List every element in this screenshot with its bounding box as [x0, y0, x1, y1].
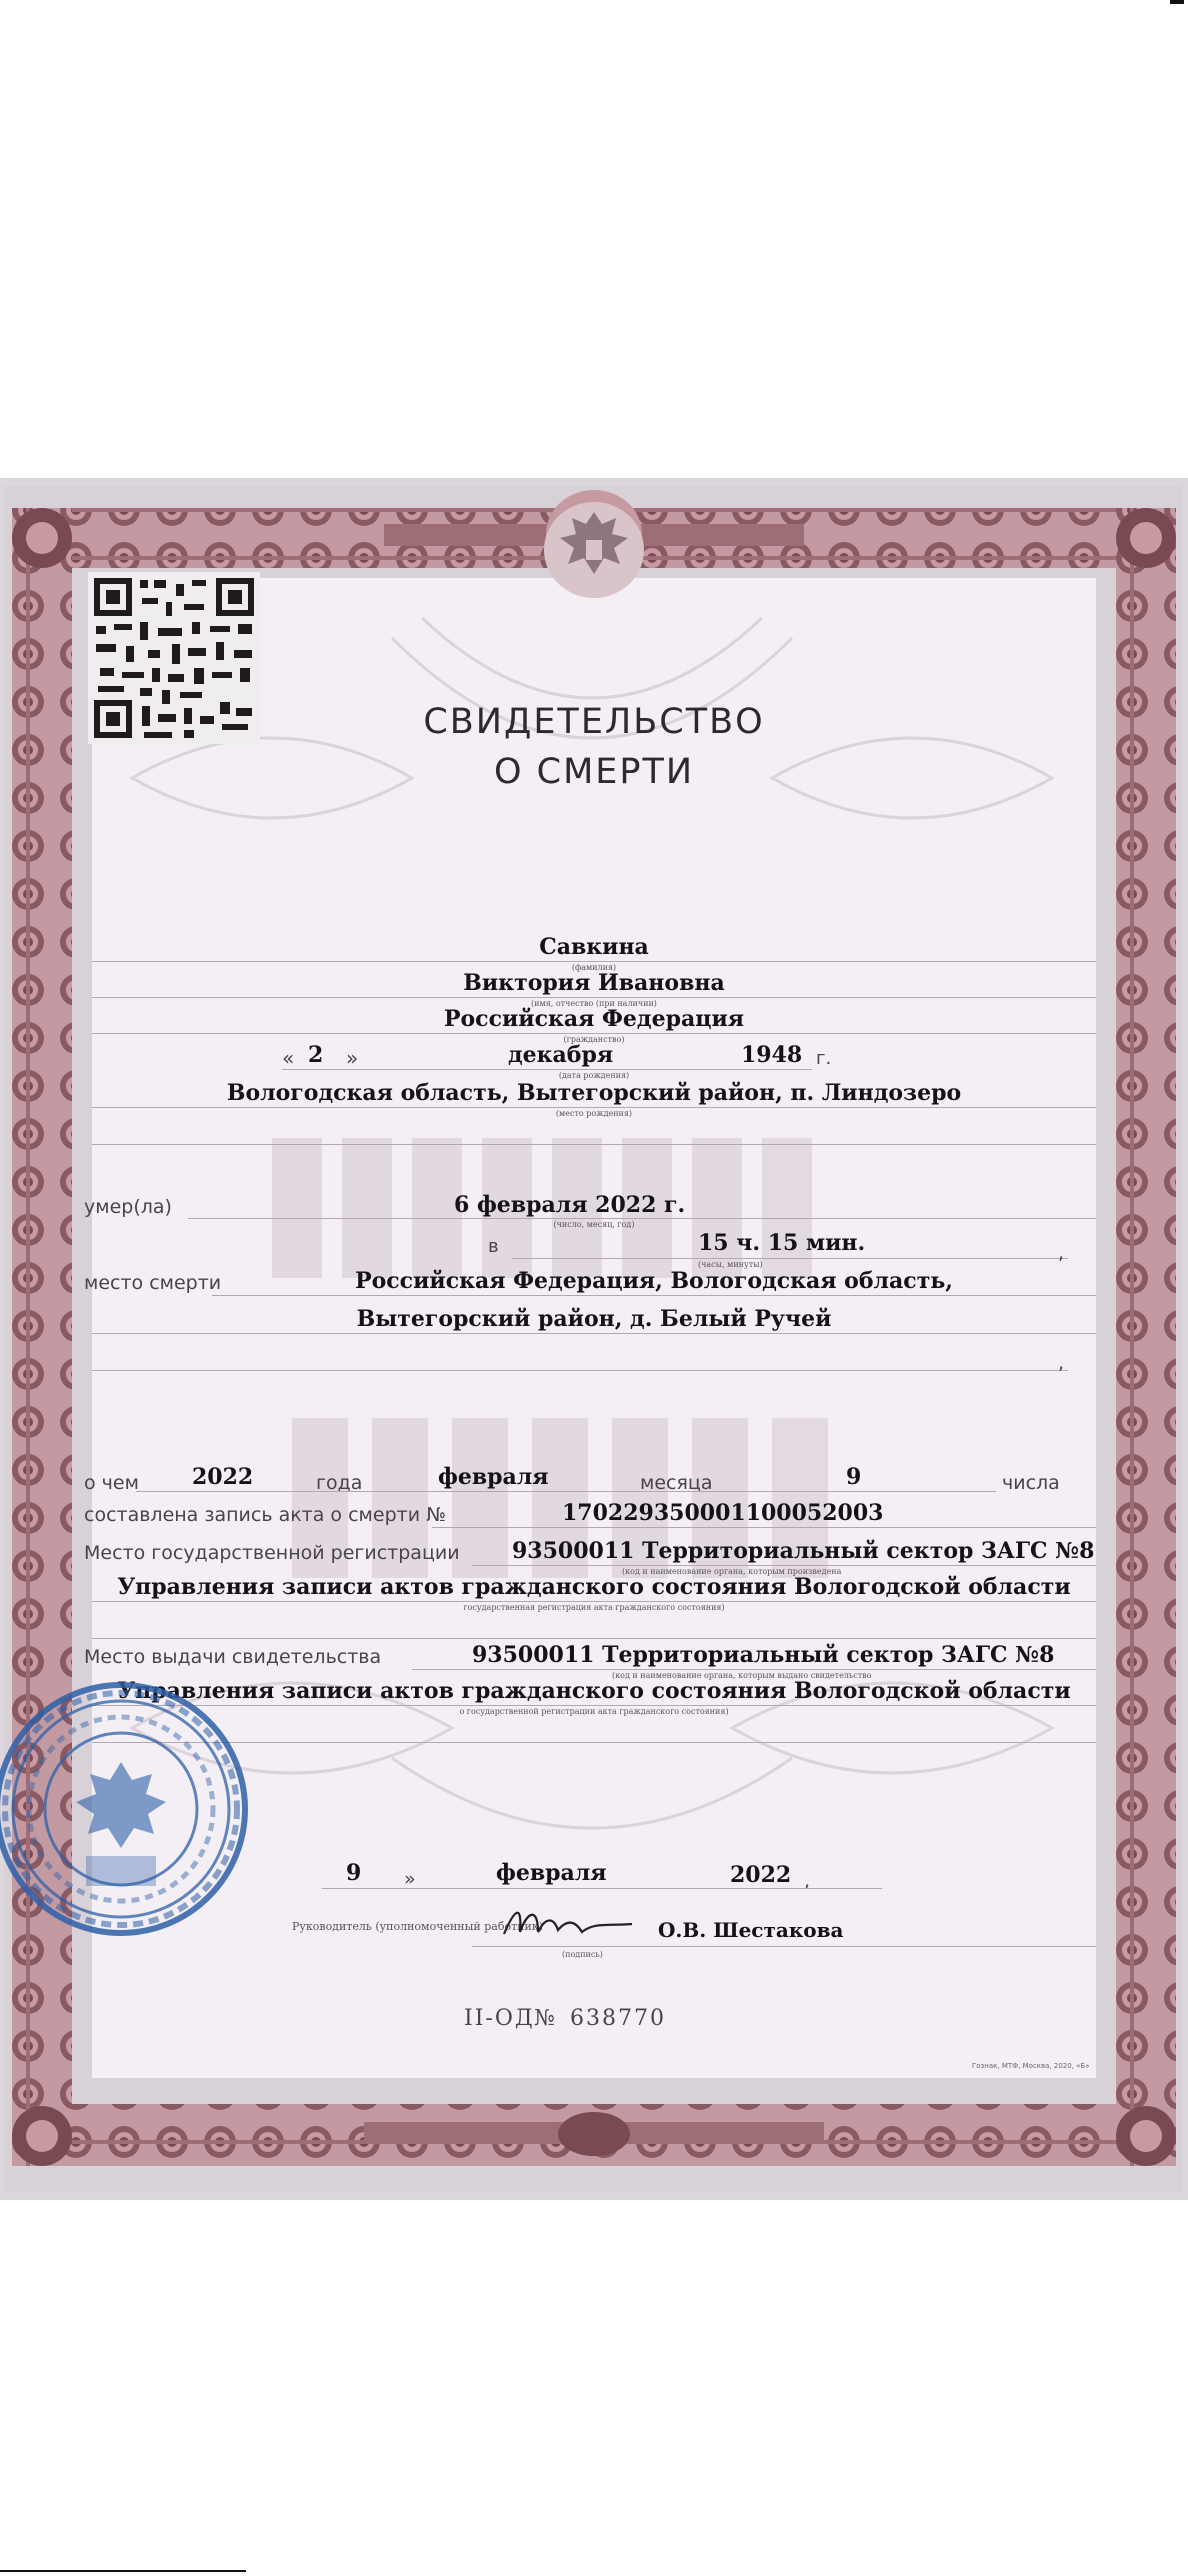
- serial-series: II-ОД: [464, 2006, 535, 2031]
- signature-line: [472, 1946, 1096, 1947]
- death-time-line: [512, 1258, 1068, 1259]
- record-prefix: о чем: [84, 1472, 139, 1494]
- death-time-prefix: в: [488, 1236, 499, 1257]
- official-stamp: [0, 1678, 252, 1940]
- birth-month: декабря: [508, 1042, 614, 1068]
- record-year-label: года: [316, 1472, 363, 1494]
- record-month: февраля: [438, 1464, 549, 1490]
- official-position-hint: Руководитель (уполномоченный работник): [292, 1920, 543, 1933]
- surname-line: [92, 961, 1096, 962]
- death-place-label: место смерти: [84, 1272, 222, 1294]
- birth-year: 1948: [741, 1042, 803, 1068]
- citizenship-line: [92, 1033, 1096, 1034]
- record-day: 9: [846, 1464, 862, 1490]
- registration-hint1: (код и наименование органа, которым произведена: [622, 1567, 842, 1576]
- death-date-hint: (число, месяц, год): [553, 1220, 635, 1229]
- birth-date-line: [282, 1069, 812, 1070]
- certificate-photo: [0, 478, 1188, 2200]
- death-place-line2-rule: [92, 1333, 1096, 1334]
- surname-value: Савкина: [539, 934, 649, 960]
- registration-blank-rule: [92, 1638, 1096, 1639]
- official-name: О.В. Шестакова: [658, 1918, 844, 1942]
- death-time: 15 ч. 15 мин.: [698, 1230, 866, 1256]
- certificate-title-line1: СВИДЕТЕЛЬСТВО: [423, 702, 765, 742]
- given-names-value: Виктория Ивановна: [463, 970, 725, 996]
- signature-mark: [498, 1896, 638, 1946]
- surname-hint: (фамилия): [571, 963, 617, 972]
- registration-label: Место государственной регистрации: [84, 1542, 460, 1564]
- death-label: умер(ла): [84, 1196, 172, 1218]
- record-month-label: месяца: [640, 1472, 713, 1494]
- birth-place-value: Вологодская область, Вытегорский район, п. Линдозеро: [226, 1080, 962, 1106]
- citizenship-value: Российская Федерация: [443, 1006, 745, 1032]
- death-comma2: ,: [1058, 1352, 1065, 1374]
- certificate-title-line2: О СМЕРТИ: [493, 752, 695, 792]
- death-place-line2: Вытегорский район, д. Белый Ручей: [356, 1306, 832, 1332]
- record-line: [136, 1491, 996, 1492]
- coat-of-arms-emblem: [540, 498, 648, 602]
- death-date-line: [188, 1218, 1096, 1219]
- issue-comma: ,: [804, 1870, 811, 1892]
- record-day-label: числа: [1002, 1472, 1060, 1494]
- death-place-blank-rule: [92, 1370, 1068, 1371]
- birth-open-quote: «: [282, 1046, 295, 1070]
- birth-place-line: [92, 1107, 1096, 1108]
- signature-hint: (подпись): [562, 1950, 603, 1959]
- citizenship-hint: (гражданство): [563, 1035, 625, 1044]
- bottom-rule: [0, 2570, 246, 2572]
- birth-close-quote: »: [346, 1046, 359, 1070]
- issue-label: Место выдачи свидетельства: [84, 1646, 382, 1668]
- death-time-hint: (часы, минуты): [698, 1260, 763, 1269]
- issue-hint2: о государственной регистрации акта гражданского состояния): [459, 1707, 729, 1716]
- registration-line1: 93500011 Территориальный сектор ЗАГС №8: [512, 1538, 1095, 1564]
- act-number: 170229350001100052003: [562, 1500, 884, 1526]
- issue-day: 9: [346, 1860, 362, 1886]
- birth-place-hint: (место рождения): [555, 1109, 633, 1118]
- blank-line: [92, 1144, 1096, 1145]
- registration-hint2: государственная регистрация акта гражданского состояния): [463, 1603, 725, 1612]
- death-date: 6 февраля 2022 г.: [454, 1192, 686, 1218]
- serial-number: 638770: [570, 2006, 666, 2031]
- issue-month: февраля: [496, 1860, 607, 1886]
- birth-date-hint: (дата рождения): [558, 1071, 630, 1080]
- given-names-hint: (имя, отчество (при наличии): [531, 999, 657, 1008]
- registration-line2-rule: [92, 1601, 1096, 1602]
- birth-day: 2: [308, 1042, 324, 1068]
- printer-imprint: Гознак, МТФ, Москва, 2020, «Б»: [972, 2062, 1090, 2070]
- record-year: 2022: [192, 1464, 254, 1490]
- registration-line2: Управления записи актов гражданского состояния Вологодской области: [117, 1574, 1071, 1600]
- issue-line1-rule: [412, 1669, 1096, 1670]
- issue-hint1: (код и наименование органа, которым выдано свидетельство: [612, 1671, 872, 1680]
- death-place-line1: Российская Федерация, Вологодская область,: [355, 1268, 953, 1294]
- death-comma1: ,: [1058, 1242, 1065, 1264]
- issue-year: 2022: [730, 1862, 792, 1888]
- given-names-line: [92, 997, 1096, 998]
- issue-close-quote: »: [404, 1868, 416, 1890]
- act-label: составлена запись акта о смерти №: [84, 1504, 446, 1526]
- issue-date-line: [322, 1888, 882, 1889]
- birth-year-suffix: г.: [816, 1048, 832, 1069]
- issue-line1: 93500011 Территориальный сектор ЗАГС №8: [472, 1642, 1055, 1668]
- death-place-line1-rule: [212, 1295, 1096, 1296]
- corner-mark: [1170, 0, 1184, 4]
- issue-line2: Управления записи актов гражданского состояния Вологодской области: [117, 1678, 1071, 1704]
- serial-no-sign: №: [534, 2006, 557, 2031]
- registration-line1-rule: [472, 1565, 1096, 1566]
- act-line: [432, 1527, 1096, 1528]
